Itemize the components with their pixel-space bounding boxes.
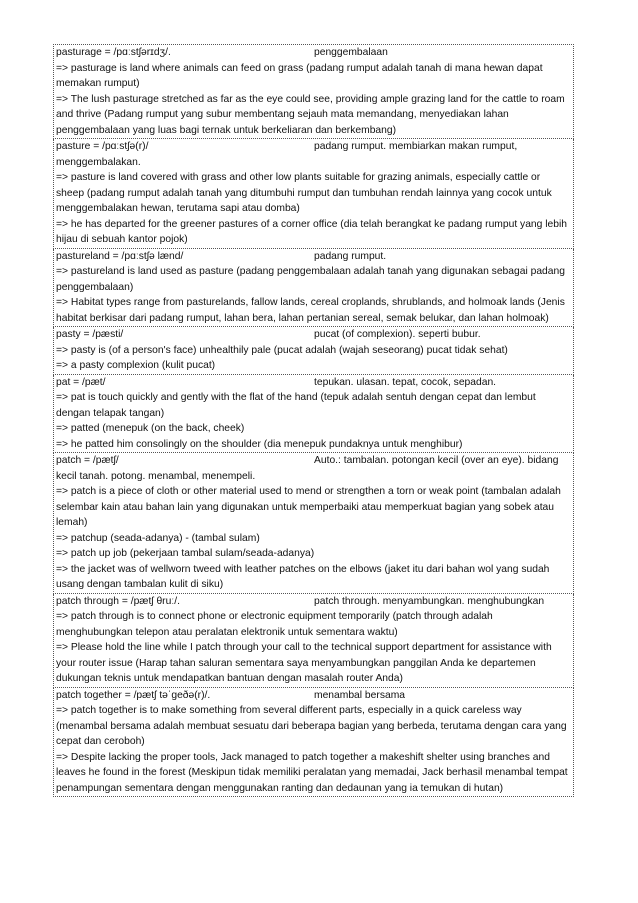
gloss: penggembalaan xyxy=(314,47,388,58)
headword: pasture = /pɑːstʃə(r)/ xyxy=(56,141,149,152)
headword: pasty = /pæsti/ xyxy=(56,329,124,340)
example-line: => Despite lacking the proper tools, Jack managed to patch together a makeshift shelter using branches and leaves he found in the forest (Meskipun tidak memiliki peralatan yang memadai, Jack berhasil menambal tempat penampungan sementara dengan menggunakan ranting dan dedaunan yang ia temukan di hutan) xyxy=(56,751,568,794)
gloss-continuation: kecil tanah. potong. menambal, menempeli. xyxy=(56,470,256,482)
definition-line: => patch is a piece of cloth or other material used to mend or strengthen a torn or weak point (tambalan adalah selembar kain atau bahan lain yang digunakan untuk memperbaiki atau memperkuat bagian yang sobek atau lemah) xyxy=(56,486,561,528)
gloss: pucat (of complexion). seperti bubur. xyxy=(314,329,481,340)
entry-pasty xyxy=(53,327,574,375)
entry-patch-together xyxy=(53,688,574,798)
dictionary-page xyxy=(53,44,574,797)
entry-patch xyxy=(53,453,574,594)
definition-line: => pat is touch quickly and gently with the flat of the hand (tepuk adalah sentuh dengan cepat dan lembut dengan telapak tangan) xyxy=(56,392,536,419)
entry-pasture xyxy=(53,139,574,249)
example-line: => the jacket was of wellworn tweed with leather patches on the elbows (jaket itu dari bahan wol yang sudah usang dengan tambalan kulit di siku) xyxy=(56,563,550,590)
gloss: menambal bersama xyxy=(314,689,405,701)
example-line: => patted (menepuk (on the back, cheek) xyxy=(56,423,245,434)
example-line: => he patted him consolingly on the shoulder (dia menepuk pundaknya untuk menghibur) xyxy=(56,438,463,450)
gloss: Auto.: tambalan. potongan kecil (over an eye). bidang xyxy=(314,455,559,466)
entry-pastureland xyxy=(53,249,574,328)
definition-line: => pastureland is land used as pasture (padang penggembalaan adalah tanah yang digunakan sebagai padang penggembalaan) xyxy=(56,266,565,293)
example-line: => he has departed for the greener pastures of a corner office (dia telah berangkat ke padang rumput yang lebih hijau di sebuah kantor pojok) xyxy=(56,218,567,245)
headword: pasturage = /pɑːstʃərɪdʒ/. xyxy=(56,47,171,58)
headword: patch through = /pætʃ θruː/. xyxy=(56,595,180,607)
definition-line: => pasture is land covered with grass and other low plants suitable for grazing animals, especially cattle or sheep (padang rumput adalah tanah yang ditumbuhi rumput dan tumbuhan rendah lainnya yang cocok untuk menggembalakan hewan, terutama sapi atau domba) xyxy=(56,172,552,214)
example-line: => Please hold the line while I patch through your call to the technical support department for assistance with your router issue (Harap tahan saluran sementara saya menyambungkan panggilan Anda ke departemen dukungan teknis untuk mendapatkan bantuan dengan masalah router Anda) xyxy=(56,642,552,684)
example-line: => patch up job (pekerjaan tambal sulam/seada-adanya) xyxy=(56,548,315,559)
example-line: => The lush pasturage stretched as far as the eye could see, providing ample grazing land for the cattle to roam and thrive (Padang rumput yang subur membentang sejauh mata memandang, menyediakan lahan penggembalaan yang luas bagi ternak untuk berkeliaran dan berkembang) xyxy=(56,93,565,136)
example-line: => patchup (seada-adanya) - (tambal sulam) xyxy=(56,532,260,544)
headword: pastureland = /pɑːstʃə lænd/ xyxy=(56,250,184,262)
entry-patch-through xyxy=(53,594,574,688)
definition-line: => pasty is (of a person's face) unhealthily pale (pucat adalah (wajah seseorang) pucat tidak sehat) xyxy=(56,344,508,356)
headword: pat = /pæt/ xyxy=(56,376,106,388)
definition-line: => patch together is to make something from several different parts, especially in a quick careless way (menambal bersama adalah membuat sesuatu dari beberapa bagian yang berbeda, terutama dengan cara yang cepat dan ceroboh) xyxy=(56,705,567,747)
entry-pasturage xyxy=(53,44,574,139)
gloss-continuation: menggembalakan. xyxy=(56,156,141,168)
gloss: tepukan. ulasan. tepat, cocok, sepadan. xyxy=(314,376,497,388)
definition-line: => pasturage is land where animals can feed on grass (padang rumput adalah tanah di mana hewan dapat memakan rumput) xyxy=(56,62,543,89)
gloss: patch through. menyambungkan. menghubungkan xyxy=(314,595,545,607)
headword: patch together = /pætʃ təˈgeðə(r)/. xyxy=(56,689,211,701)
headword: patch = /pætʃ/ xyxy=(56,455,119,466)
definition-line: => patch through is to connect phone or electronic equipment temporarily (patch through adalah menghubungkan telepon atau peralatan elektronik untuk sementara waktu) xyxy=(56,611,493,638)
gloss: padang rumput. xyxy=(314,250,387,262)
gloss: padang rumput. membiarkan makan rumput, xyxy=(314,141,518,152)
example-line: => a pasty complexion (kulit pucat) xyxy=(56,360,216,371)
entry-pat xyxy=(53,375,574,454)
example-line: => Habitat types range from pasturelands, fallow lands, cereal croplands, shrublands, and holmoak lands (Jenis habitat berkisar dari padang rumput, lahan bera, lahan pertanian sereal, semak belukar, dan lahan holmoak) xyxy=(56,297,565,324)
